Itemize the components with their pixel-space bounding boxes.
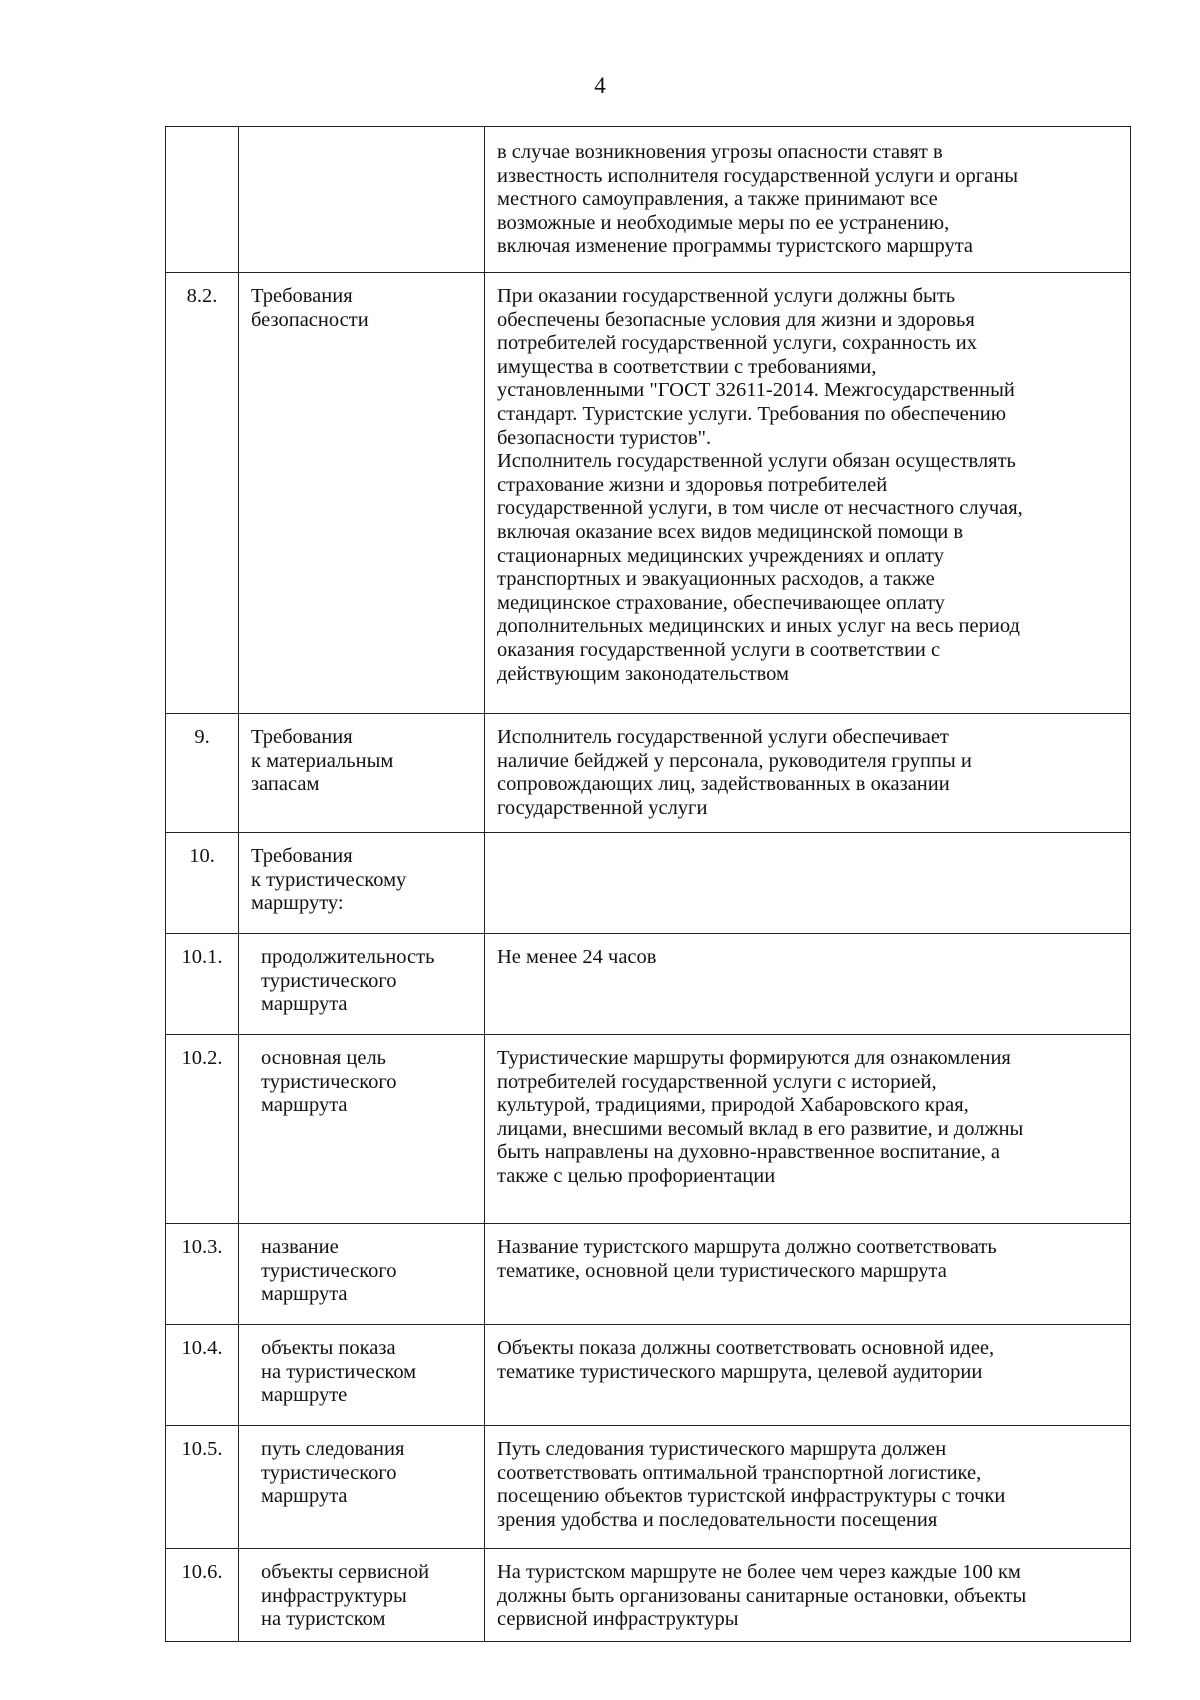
table-row [166,1325,1131,1426]
table-row [166,714,1131,833]
row-requirement-text [485,833,1131,934]
row-number: 10.3. [166,1224,239,1325]
row-requirement-name: Требования к туристическому маршруту: [239,833,485,934]
row-requirement-text: При оказании государственной услуги должны быть обеспечены безопасные условия для жизни и здоровья потребителей государственной услуги, сохранность их имущества в соответствии с требованиями, установленными "ГОСТ 32611-2014. Межгосударственный стандарт. Туристские услуги. Требования по обеспечению безопасности туристов". Исполнитель государственной услуги обязан осуществлять страхование жизни и здоровья потребителей государственной услуги, в том числе от несчастного случая, включая оказание всех видов медицинской помощи в стационарных медицинских учреждениях и оплату транспортных и эвакуационных расходов, а также медицинское страхование, обеспечивающее оплату дополнительных медицинских и иных услуг на весь период оказания государственной услуги в соответствии с действующим законодательством [485,273,1131,714]
row-requirement-name: путь следования туристического маршрута [239,1426,485,1549]
row-requirement-text: Объекты показа должны соответствовать основной идее, тематике туристического маршрута, целевой аудитории [485,1325,1131,1426]
table-row [166,1549,1131,1642]
requirements-table [165,126,1131,1642]
row-requirement-name: продолжительность туристического маршрута [239,934,485,1035]
row-number [166,127,239,273]
table-row [166,1035,1131,1224]
row-number: 10. [166,833,239,934]
table-row [166,273,1131,714]
row-requirement-name: Требования безопасности [239,273,485,714]
table-row [166,127,1131,273]
row-requirement-text: Путь следования туристического маршрута должен соответствовать оптимальной транспортной логистике, посещению объектов туристской инфраструктуры с точки зрения удобства и последовательности посещения [485,1426,1131,1549]
table-row [166,1426,1131,1549]
row-requirement-text: Название туристского маршрута должно соответствовать тематике, основной цели туристического маршрута [485,1224,1131,1325]
row-number: 10.4. [166,1325,239,1426]
row-number: 10.6. [166,1549,239,1642]
table-row [166,934,1131,1035]
row-requirement-text: в случае возникновения угрозы опасности ставят в известность исполнителя государственной услуги и органы местного самоуправления, а также принимают все возможные и необходимые меры по ее устранению, включая изменение программы туристского маршрута [485,127,1131,273]
row-number: 10.5. [166,1426,239,1549]
row-requirement-name: объекты показа на туристическом маршруте [239,1325,485,1426]
row-requirement-name: основная цель туристического маршрута [239,1035,485,1224]
row-requirement-text: Исполнитель государственной услуги обеспечивает наличие бейджей у персонала, руководителя группы и сопровождающих лиц, задействованных в оказании государственной услуги [485,714,1131,833]
row-requirement-text: Не менее 24 часов [485,934,1131,1035]
row-number: 9. [166,714,239,833]
row-requirement-text: На туристском маршруте не более чем через каждые 100 км должны быть организованы санитарные остановки, объекты сервисной инфраструктуры [485,1549,1131,1642]
row-requirement-text: Туристические маршруты формируются для ознакомления потребителей государственной услуги с историей, культурой, традициями, природой Хабаровского края, лицами, внесшими весомый вклад в его развитие, и должны быть направлены на духовно-нравственное воспитание, а также с целью профориентации [485,1035,1131,1224]
row-number: 10.1. [166,934,239,1035]
row-requirement-name: объекты сервисной инфраструктуры на туристском [239,1549,485,1642]
row-number: 10.2. [166,1035,239,1224]
row-requirement-name: название туристического маршрута [239,1224,485,1325]
row-number: 8.2. [166,273,239,714]
page-number: 4 [594,73,606,98]
table-row [166,833,1131,934]
row-requirement-name [239,127,485,273]
row-requirement-name: Требования к материальным запасам [239,714,485,833]
table-row [166,1224,1131,1325]
